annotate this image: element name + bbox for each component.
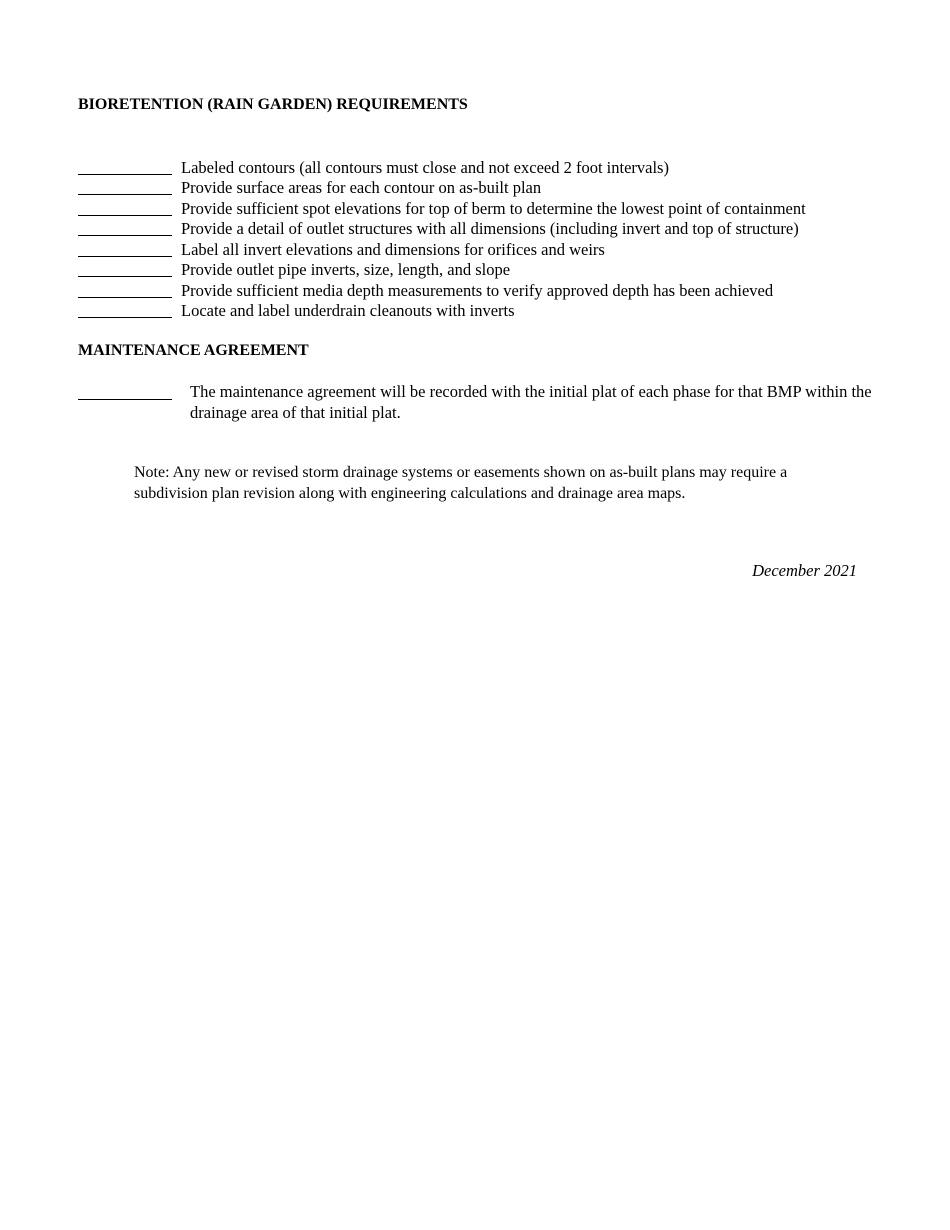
document-date: December 2021 bbox=[752, 561, 857, 580]
checklist-item bbox=[78, 280, 806, 301]
checkoff-blank bbox=[78, 256, 172, 257]
checklist-item bbox=[78, 219, 806, 240]
maintenance-heading: MAINTENANCE AGREEMENT bbox=[78, 342, 309, 359]
checklist-item-text: Provide a detail of outlet structures with all dimensions (including invert and top of structure) bbox=[181, 219, 799, 238]
checklist-item bbox=[78, 198, 806, 219]
bioretention-checklist bbox=[78, 157, 806, 321]
checkoff-blank bbox=[78, 174, 172, 175]
checkoff-blank bbox=[78, 235, 172, 236]
checklist-item bbox=[78, 239, 806, 260]
checklist-item bbox=[78, 260, 806, 281]
checkoff-blank bbox=[78, 276, 172, 277]
checkoff-blank bbox=[78, 194, 172, 195]
checklist-item-text: Labeled contours (all contours must close and not exceed 2 foot intervals) bbox=[181, 157, 669, 177]
checklist-item bbox=[78, 178, 806, 199]
checklist-item-text: Label all invert elevations and dimensions for orifices and weirs bbox=[181, 239, 605, 259]
checklist-item bbox=[78, 157, 806, 178]
checklist-item-text: Provide surface areas for each contour on as-built plan bbox=[181, 178, 542, 197]
maintenance-item bbox=[78, 381, 888, 423]
bioretention-heading: BIORETENTION (RAIN GARDEN) REQUIREMENTS bbox=[78, 96, 468, 113]
checklist-item-text: Provide sufficient media depth measurements to verify approved depth has been achieved bbox=[181, 280, 774, 300]
checklist-item-text: Provide sufficient spot elevations for top of berm to determine the lowest point of containment bbox=[181, 198, 806, 218]
checkoff-blank bbox=[78, 215, 172, 216]
checklist-item-text: Locate and label underdrain cleanouts with inverts bbox=[181, 301, 515, 320]
note-paragraph: Note: Any new or revised storm drainage systems or easements shown on as-built plans may require a subdivision plan revision along with engineering calculations and drainage area maps. bbox=[134, 464, 788, 502]
checklist-item-text: Provide outlet pipe inverts, size, length, and slope bbox=[181, 260, 511, 279]
checkoff-blank bbox=[78, 317, 172, 318]
checkoff-blank bbox=[78, 297, 172, 298]
checkoff-blank bbox=[78, 399, 172, 400]
checklist-item bbox=[78, 301, 806, 322]
maintenance-text: The maintenance agreement will be recorded with the initial plat of each phase for that BMP within the drainage area of that initial plat. bbox=[190, 382, 872, 422]
